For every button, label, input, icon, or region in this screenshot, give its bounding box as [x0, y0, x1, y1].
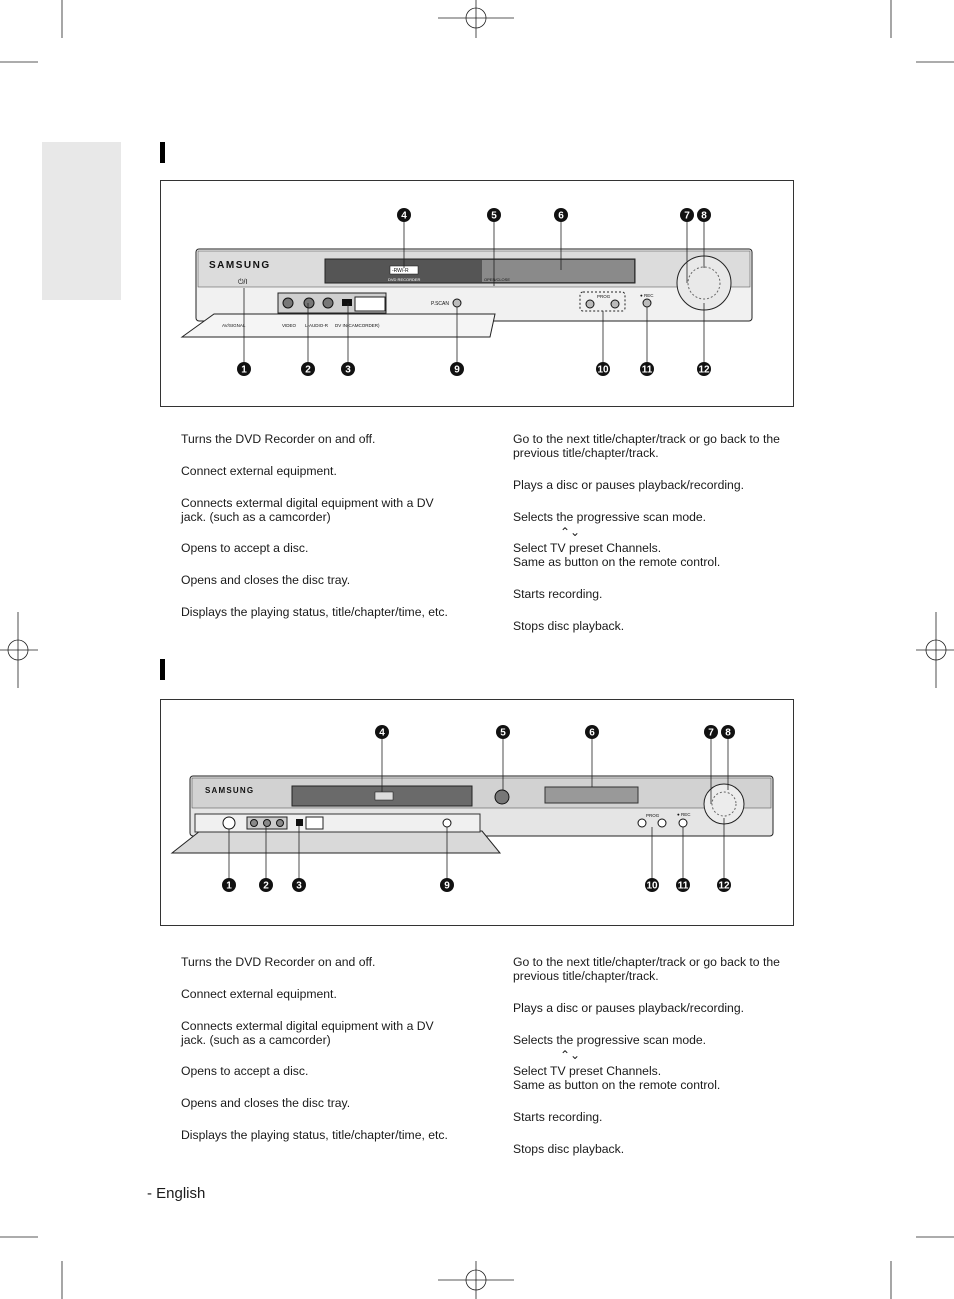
svg-text:DV IN(CAMCORDER): DV IN(CAMCORDER)	[335, 323, 380, 328]
svg-text:5: 5	[500, 727, 506, 739]
desc-play-pause-top: Plays a disc or pauses playback/recording.	[513, 478, 745, 492]
desc-dv-in-top: Connects extermal digital equipment with a DV jack. (such as a camcorder)	[181, 496, 434, 524]
svg-text:3: 3	[296, 880, 302, 892]
callout-6-bottom	[585, 725, 599, 739]
desc-power-bottom: Turns the DVD Recorder on and off.	[181, 955, 376, 969]
desc-prog-bottom: Select TV preset Channels. Same as button on the remote control.	[513, 1064, 721, 1092]
svg-text:2: 2	[263, 880, 269, 892]
desc-rec-top: Starts recording.	[513, 587, 603, 601]
desc-rec-bottom: Starts recording.	[513, 1110, 603, 1124]
arrows-icon-bottom: ⌃⌄	[560, 1048, 581, 1062]
desc-dv-in-bottom: Connects extermal digital equipment with a DV jack. (such as a camcorder)	[181, 1019, 434, 1047]
desc-av-in-bottom: Connect external equipment.	[181, 987, 337, 1001]
desc-skip-bottom: Go to the next title/chapter/track or go back to the previous title/chapter/track.	[513, 955, 780, 983]
svg-text:VIDEO: VIDEO	[282, 323, 297, 328]
callout-12-bottom	[717, 878, 731, 892]
svg-text:11: 11	[641, 364, 653, 376]
svg-text:2: 2	[305, 364, 311, 376]
callout-1-bottom	[222, 878, 236, 892]
desc-display-bottom: Displays the playing status, title/chapter/time, etc.	[181, 1128, 448, 1142]
svg-text:● REC: ● REC	[640, 293, 654, 298]
desc-open-close-bottom: Opens and closes the disc tray.	[181, 1096, 351, 1110]
svg-text:⏻/I: ⏻/I	[238, 279, 248, 286]
svg-text:4: 4	[401, 210, 407, 222]
svg-text:5: 5	[491, 210, 497, 222]
callout-4-bottom	[375, 725, 389, 739]
svg-text:12: 12	[698, 364, 710, 376]
desc-display-top: Displays the playing status, title/chapter/time, etc.	[181, 605, 448, 619]
svg-text:7: 7	[684, 210, 690, 222]
svg-text:AV/SIGNAL: AV/SIGNAL	[222, 323, 246, 328]
brand-logo-bottom: SAMSUNG	[205, 786, 255, 795]
svg-text:3: 3	[345, 364, 351, 376]
svg-text:-RW/-R: -RW/-R	[392, 268, 409, 274]
svg-text:12: 12	[718, 880, 730, 892]
svg-text:1: 1	[226, 880, 232, 892]
svg-text:9: 9	[444, 880, 450, 892]
svg-text:OPEN/CLOSE: OPEN/CLOSE	[484, 277, 511, 282]
svg-text:● REC: ● REC	[677, 812, 691, 817]
callout-7-bottom	[704, 725, 718, 739]
desc-prog-top: Select TV preset Channels. Same as button on the remote control.	[513, 541, 721, 569]
svg-text:10: 10	[597, 364, 609, 376]
desc-skip-top: Go to the next title/chapter/track or go back to the previous title/chapter/track.	[513, 432, 780, 460]
svg-text:P.SCAN: P.SCAN	[431, 301, 449, 307]
svg-text:6: 6	[558, 210, 564, 222]
svg-text:8: 8	[725, 727, 731, 739]
desc-stop-top: Stops disc playback.	[513, 619, 625, 633]
svg-text:6: 6	[589, 727, 595, 739]
desc-av-in-top: Connect external equipment.	[181, 464, 337, 478]
callout-10-bottom	[645, 878, 659, 892]
desc-stop-bottom: Stops disc playback.	[513, 1142, 625, 1156]
callout-9-bottom	[440, 878, 454, 892]
callout-5-bottom	[496, 725, 510, 739]
svg-text:8: 8	[701, 210, 707, 222]
page-footer: - English	[147, 1185, 206, 1202]
desc-play-pause-bottom: Plays a disc or pauses playback/recording.	[513, 1001, 745, 1015]
callout-3-bottom	[292, 878, 306, 892]
svg-text:7: 7	[708, 727, 714, 739]
svg-text:11: 11	[677, 880, 689, 892]
desc-disc-tray-bottom: Opens to accept a disc.	[181, 1064, 309, 1078]
brand-logo-top: SAMSUNG	[209, 260, 271, 271]
callout-11-bottom	[676, 878, 690, 892]
svg-text:1: 1	[241, 364, 247, 376]
svg-text:L-AUDIO-R: L-AUDIO-R	[305, 323, 329, 328]
desc-disc-tray-top: Opens to accept a disc.	[181, 541, 309, 555]
svg-text:PROG: PROG	[646, 813, 660, 818]
svg-text:10: 10	[646, 880, 658, 892]
svg-text:DVD RECORDER: DVD RECORDER	[388, 277, 421, 282]
svg-text:4: 4	[379, 727, 385, 739]
svg-text:PROG: PROG	[597, 294, 611, 299]
desc-pscan-bottom: Selects the progressive scan mode.	[513, 1033, 707, 1047]
arrows-icon-top: ⌃⌄	[560, 525, 581, 539]
svg-text:9: 9	[454, 364, 460, 376]
callout-8-bottom	[721, 725, 735, 739]
desc-power-top: Turns the DVD Recorder on and off.	[181, 432, 376, 446]
desc-pscan-top: Selects the progressive scan mode.	[513, 510, 707, 524]
desc-open-close-top: Opens and closes the disc tray.	[181, 573, 351, 587]
callout-2-bottom	[259, 878, 273, 892]
